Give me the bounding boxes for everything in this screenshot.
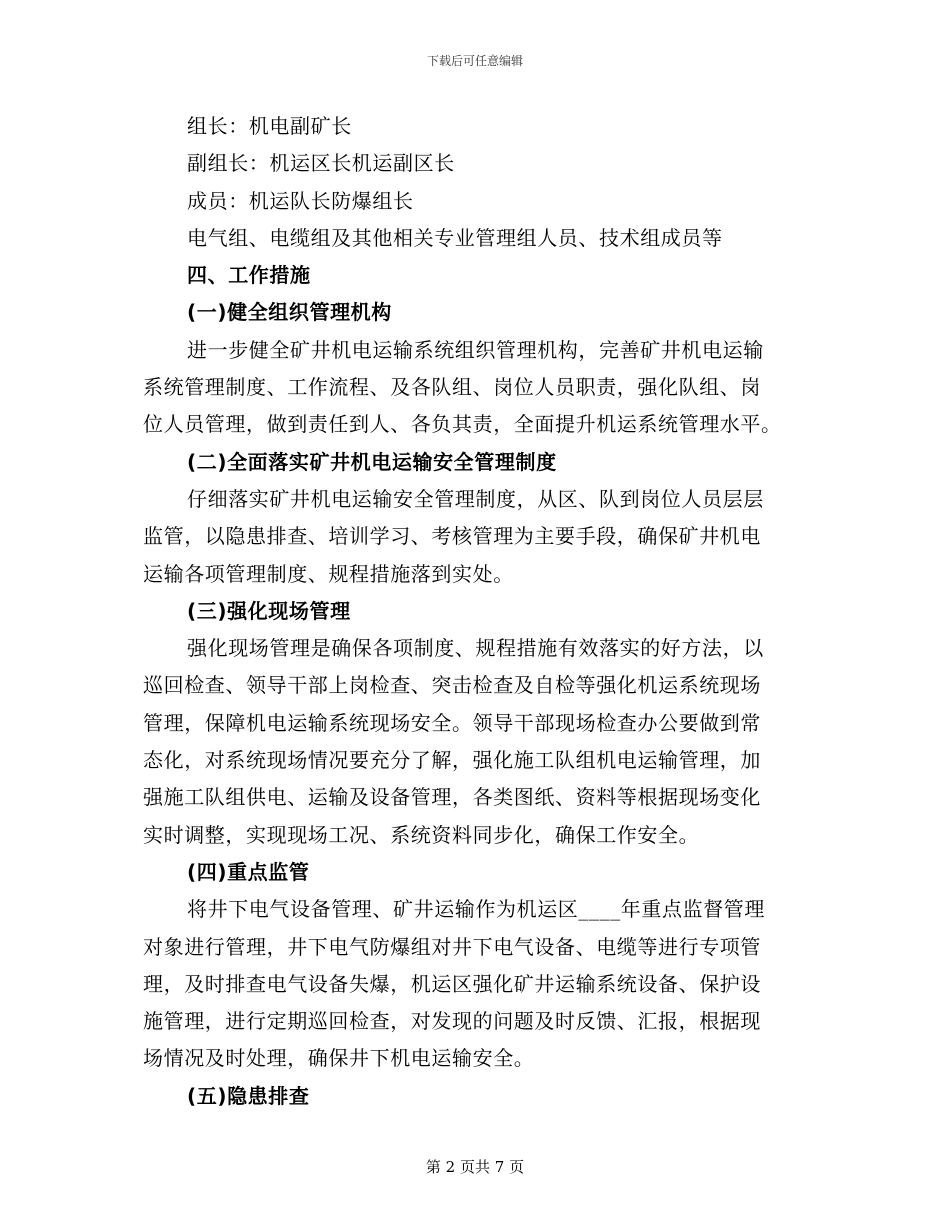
body-text-line: 管理，保障机电运输系统现场安全。领导干部现场检查办公要做到常 (143, 710, 761, 735)
body-text-line: 组长：机电副矿长 (187, 114, 352, 138)
body-text-line: 强施工队组供电、运输及设备管理，各类图纸、资料等根据现场变化 (143, 785, 761, 810)
body-text-line: 系统管理制度、工作流程、及各队组、岗位人员职责，强化队组、岗 (143, 375, 761, 400)
section-heading: 四、工作措施 (187, 263, 311, 288)
section-heading: (三)强化现场管理 (187, 598, 351, 623)
body-text-line: 施管理，进行定期巡回检查，对发现的问题及时反馈、汇报，根据现 (143, 1009, 761, 1034)
section-heading: (二)全面落实矿井机电运输安全管理制度 (187, 449, 557, 474)
page-header: 下载后可任意编辑 (426, 54, 523, 68)
body-text-line: 进一步健全矿井机电运输系统组织管理机构，完善矿井机电运输 (187, 337, 764, 362)
body-text-line: 运输各项管理制度、规程措施落到实处。 (143, 561, 514, 586)
body-text-line: 态化，对系统现场情况要充分了解，强化施工队组机电运输管理，加 (143, 748, 761, 773)
page-footer: 第 2 页共 7 页 (425, 1158, 525, 1176)
body-text-line: 强化现场管理是确保各项制度、规程措施有效落实的好方法，以 (187, 636, 764, 661)
section-heading: (四)重点监管 (187, 859, 310, 884)
section-heading: (五)隐患排查 (187, 1083, 310, 1108)
body-text-line: 将井下电气设备管理、矿井运输作为机运区____年重点监督管理 (187, 897, 765, 922)
document-body (143, 108, 803, 1115)
body-text-line: 电气组、电缆组及其他相关专业管理组人员、技术组成员等 (187, 225, 723, 250)
body-text-line: 监管，以隐患排查、培训学习、考核管理为主要手段，确保矿井机电 (143, 524, 761, 549)
body-text-line: 理，及时排查电气设备失爆，机运区强化矿井运输系统设备、保护设 (143, 971, 761, 996)
body-text-line: 对象进行管理，井下电气防爆组对井下电气设备、电缆等进行专项管 (143, 934, 761, 959)
body-text-line: 巡回检查、领导干部上岗检查、突击检查及自检等强化机运系统现场 (143, 673, 761, 698)
section-heading: (一)健全组织管理机构 (187, 300, 392, 325)
body-text-line: 副组长：机运区长机运副区长 (187, 151, 455, 176)
body-text-line: 位人员管理，做到责任到人、各负其责，全面提升机运系统管理水平。 (143, 412, 782, 437)
body-text-line: 仔细落实矿井机电运输安全管理制度，从区、队到岗位人员层层 (187, 486, 764, 511)
body-text-line: 实时调整，实现现场工况、系统资料同步化，确保工作安全。 (143, 822, 700, 847)
body-text-line: 场情况及时处理，确保井下机电运输安全。 (143, 1046, 535, 1071)
body-text-line: 成员：机运队长防爆组长 (187, 188, 414, 213)
